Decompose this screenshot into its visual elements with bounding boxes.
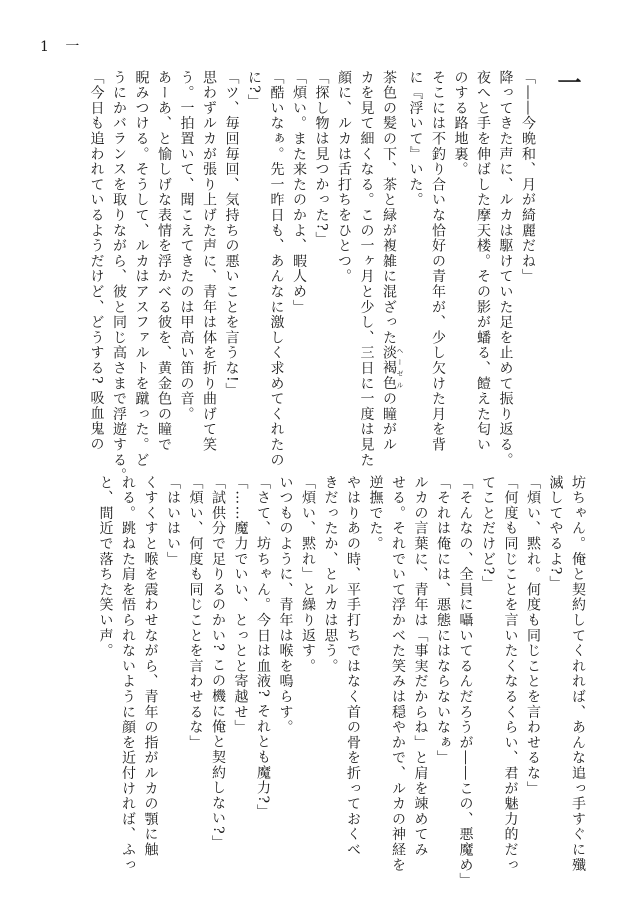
text-line: 睨みつける。そうして、ルカはアスファルトを蹴った。ど bbox=[133, 70, 150, 468]
text-line: いつものように、青年は喉を鳴らす。 bbox=[277, 475, 294, 736]
text-line: 「今日も追われているようだけど、どうする? 吸血鬼の bbox=[88, 70, 105, 452]
text-line: ルカの言葉に、青年は「事実だからね」と肩を竦めてみ bbox=[412, 475, 429, 858]
text-line: のする路地裏。 bbox=[452, 70, 469, 178]
page-header bbox=[40, 36, 85, 56]
text-line: せる。それでいて浮かべた笑みは穏やかで、ルカの神経を bbox=[390, 475, 406, 873]
text-line: あーあ、と愉しげな表情を浮かべる彼を、黄金色の瞳で bbox=[156, 70, 172, 453]
text-line: カを見て細くなる。この一ヶ月と少し、三日に一度は見た bbox=[358, 70, 375, 468]
text-line: 逆撫でた。 bbox=[367, 475, 384, 552]
page-number: 1 bbox=[40, 39, 55, 55]
text-line: 「煩い、黙れ。何度も同じことを言わせるな」 bbox=[525, 475, 541, 797]
text-line: 夜へと手を伸ばした摩天楼。その影が蟠る、饐えた匂い bbox=[475, 70, 491, 453]
chapter-mark: 一 bbox=[553, 70, 582, 96]
text-line: 「煩い、何度も同じことを言わせるな」 bbox=[187, 475, 204, 751]
text-line: やはりあの時、平手打ちではなく首の骨を折っておくべ bbox=[345, 475, 361, 858]
text-line: きだったか、とルカは思う。 bbox=[322, 475, 339, 674]
text-line: 「はいはい」 bbox=[165, 475, 181, 567]
text-block-top bbox=[88, 70, 589, 484]
text-line: 思わずルカが張り上げた声に、青年は体を折り曲げて笑 bbox=[201, 70, 217, 453]
text-line: 降ってきた声に、ルカは駆けていた足を止めて振り返る。 bbox=[497, 70, 514, 468]
text-line: う。一拍置いて、聞こえてきたのは甲高い笛の音。 bbox=[178, 70, 195, 422]
text-line: 「煩い。また来たのかよ、暇人め」 bbox=[291, 70, 307, 315]
text-line: 「何度も同じことを言いたくなるくらい、君が魅力的だっ bbox=[502, 475, 519, 873]
text-line: 坊ちゃん。俺と契約してくれれば、あんな追っ手すぐに殲 bbox=[570, 475, 586, 873]
text-line: 顔に、ルカは舌打ちをひとつ。 bbox=[336, 70, 352, 285]
text-line: てことだけど?」 bbox=[480, 475, 496, 591]
ruby-annotation: 淡褐色 ヘーゼル bbox=[381, 345, 404, 392]
text-line: と、間近で落ちた笑い声。 bbox=[97, 475, 114, 659]
text-line: 滅してやるよ?」 bbox=[547, 475, 564, 591]
text-line: 「……魔力でいい、とっとと寄越せ」 bbox=[232, 475, 249, 736]
text-line: 「試供分で足りるのかい? この機に俺と契約しない?」 bbox=[210, 475, 226, 851]
text-line: れる。跳ねた肩を悟られないように顔を近付ければ、ふっ bbox=[120, 475, 136, 873]
text-line: 「――今晩和、月が綺麗だね」 bbox=[520, 70, 536, 285]
text-line: くすくすと喉を震わせながら、青年の指がルカの顎に触 bbox=[142, 475, 159, 858]
text-line: 「さて、坊ちゃん。今日は血液? それとも魔力?」 bbox=[255, 475, 271, 820]
ruby-reading: ヘーゼル bbox=[396, 345, 404, 392]
text-line: 「煩い、黙れ」と繰り返す。 bbox=[300, 475, 316, 674]
text-line: うにかバランスを取りながら、彼と同じ高さまで浮遊する。 bbox=[111, 70, 127, 484]
text-line: そこには不釣り合いな恰好の青年が、少し欠けた月を背 bbox=[430, 70, 446, 453]
text-line: 「それは俺には、悪態にはならないなぁ」 bbox=[435, 475, 451, 766]
text-line: 「酷いなぁ。先一昨日も、あんなに激しく求めてくれたの bbox=[268, 70, 285, 468]
text-line: に?」 bbox=[246, 70, 262, 110]
text-line: 「ツ、毎回毎回、気持ちの悪いことを言うな!」 bbox=[223, 70, 240, 399]
text-block-bottom bbox=[97, 475, 589, 889]
chapter-title-running-head: 一 bbox=[65, 39, 86, 55]
text-line: 茶色の髪の下、茶と緑が複雑に混ざった淡褐色 ヘーゼルの瞳がル bbox=[381, 70, 404, 453]
text-line: 「そんなの、全員に囁いてるんだろうが――この、悪魔め」 bbox=[457, 475, 474, 889]
text-line: に『浮いて』いた。 bbox=[407, 70, 424, 208]
text-line: 「探し物は見つかった?」 bbox=[313, 70, 330, 248]
